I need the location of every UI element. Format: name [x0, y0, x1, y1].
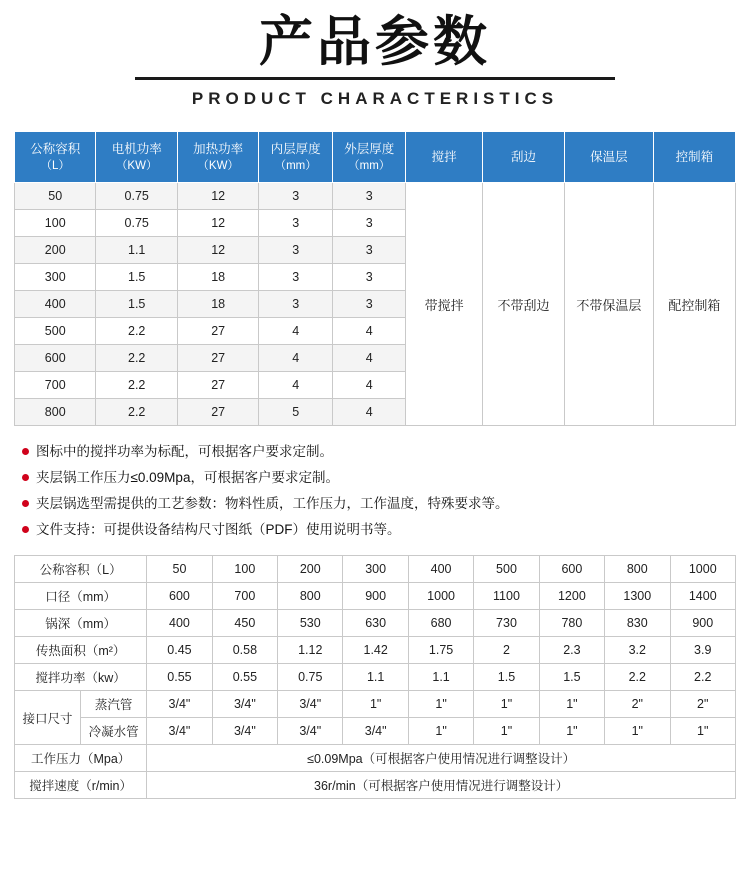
cell: 700	[212, 583, 277, 610]
cell-motor: 0.75	[96, 210, 177, 237]
bullet-icon	[22, 500, 29, 507]
specs-table	[14, 131, 736, 427]
cell: 830	[605, 610, 670, 637]
notes-list	[22, 442, 728, 541]
cell: 1"	[539, 718, 604, 745]
cell: 730	[474, 610, 539, 637]
cell-motor: 2.2	[96, 345, 177, 372]
cell: 1.5	[539, 664, 604, 691]
cell: 600	[147, 583, 212, 610]
cell-volume: 200	[15, 237, 96, 264]
cell: 400	[147, 610, 212, 637]
cell-inner: 3	[259, 210, 333, 237]
cell: 1"	[670, 718, 736, 745]
col-header-inner-unit: （mm）	[274, 159, 317, 172]
table-row	[15, 556, 736, 583]
table-row	[15, 691, 736, 718]
col-header-volume-name: 公称容积	[30, 141, 81, 156]
cell: 450	[212, 610, 277, 637]
cell: 780	[539, 610, 604, 637]
cell-motor: 2.2	[96, 399, 177, 426]
cell: 530	[278, 610, 343, 637]
cell: 900	[670, 610, 736, 637]
cell: 0.45	[147, 637, 212, 664]
cell-outer: 4	[332, 345, 406, 372]
note-text: 图标中的搅拌功率为标配，可根据客户要求定制。	[36, 444, 333, 460]
page-header	[0, 0, 750, 109]
cell-insulation-merged: 不带保温层	[565, 183, 654, 426]
cell: 1300	[605, 583, 670, 610]
cell: 800	[278, 583, 343, 610]
cell: 3/4"	[343, 718, 408, 745]
cell: 1.1	[343, 664, 408, 691]
row-label-working-pressure: 工作压力（Mpa）	[15, 745, 147, 772]
row-label-stir-speed: 搅拌速度（r/min）	[15, 772, 147, 799]
cell-motor: 1.1	[96, 237, 177, 264]
cell: 1"	[474, 718, 539, 745]
table-row	[15, 583, 736, 610]
specs-table-wrapper	[14, 131, 736, 427]
cell: 3/4"	[147, 691, 212, 718]
cell-heating: 27	[177, 399, 258, 426]
col-header-stir: 搅拌	[406, 131, 482, 183]
cell: 200	[278, 556, 343, 583]
cell-motor: 1.5	[96, 291, 177, 318]
cell-inner: 4	[259, 345, 333, 372]
cell: 0.75	[278, 664, 343, 691]
dimensions-table	[14, 555, 736, 799]
col-header-scrape: 刮边	[482, 131, 564, 183]
bullet-icon	[22, 526, 29, 533]
cell: 1"	[605, 718, 670, 745]
cell-inner: 3	[259, 183, 333, 210]
cell: 0.55	[212, 664, 277, 691]
col-header-inner-name: 内层厚度	[270, 141, 321, 156]
cell: 680	[408, 610, 473, 637]
page-subtitle: PRODUCT CHARACTERISTICS	[191, 88, 559, 108]
cell: 1"	[343, 691, 408, 718]
cell: 1.5	[474, 664, 539, 691]
col-header-motor	[96, 131, 177, 183]
col-header-motor-unit: （KW）	[115, 159, 158, 172]
table-row	[15, 772, 736, 799]
note-text: 夹层锅选型需提供的工艺参数：物料性质，工作压力，工作温度，特殊要求等。	[36, 496, 509, 512]
cell-inner: 3	[259, 237, 333, 264]
col-header-insulation: 保温层	[565, 131, 654, 183]
list-item	[22, 442, 728, 463]
cell-volume: 100	[15, 210, 96, 237]
cell: 400	[408, 556, 473, 583]
cell: 2.3	[539, 637, 604, 664]
cell-heating: 18	[177, 291, 258, 318]
cell: 630	[343, 610, 408, 637]
cell-inner: 4	[259, 372, 333, 399]
page-title: 产品参数	[259, 10, 491, 73]
cell-stir-speed-value: 36r/min（可根据客户使用情况进行调整设计）	[147, 772, 736, 799]
col-header-outer	[332, 131, 406, 183]
cell-heating: 12	[177, 183, 258, 210]
cell-outer: 3	[332, 210, 406, 237]
cell-motor: 0.75	[96, 183, 177, 210]
row-label-volume: 公称容积（L）	[15, 556, 147, 583]
cell-outer: 3	[332, 237, 406, 264]
cell: 2"	[605, 691, 670, 718]
cell: 3/4"	[147, 718, 212, 745]
cell: 1400	[670, 583, 736, 610]
col-header-heating-unit: （KW）	[197, 159, 239, 172]
cell: 1200	[539, 583, 604, 610]
cell-outer: 3	[332, 264, 406, 291]
cell: 3/4"	[212, 691, 277, 718]
note-text: 夹层锅工作压力≤0.09Mpa，可根据客户要求定制。	[36, 470, 339, 486]
cell-outer: 4	[332, 318, 406, 345]
col-header-volume	[15, 131, 96, 183]
list-item	[22, 494, 728, 515]
note-text: 文件支持：可提供设备结构尺寸图纸（PDF）使用说明书等。	[36, 522, 401, 538]
cell-motor: 2.2	[96, 318, 177, 345]
cell: 900	[343, 583, 408, 610]
cell-heating: 27	[177, 372, 258, 399]
cell-outer: 4	[332, 372, 406, 399]
table-row	[15, 610, 736, 637]
table-row	[15, 183, 736, 210]
specs-table-header-row	[15, 131, 736, 183]
cell: 1.12	[278, 637, 343, 664]
cell: 800	[605, 556, 670, 583]
cell-motor: 1.5	[96, 264, 177, 291]
cell: 3/4"	[278, 718, 343, 745]
col-header-inner	[259, 131, 333, 183]
cell: 1000	[670, 556, 736, 583]
cell: 3.2	[605, 637, 670, 664]
cell-heating: 27	[177, 318, 258, 345]
cell: 1000	[408, 583, 473, 610]
cell-volume: 300	[15, 264, 96, 291]
table-row	[15, 718, 736, 745]
row-label-steam-pipe: 蒸汽管	[81, 691, 147, 718]
cell-volume: 600	[15, 345, 96, 372]
cell: 3/4"	[278, 691, 343, 718]
list-item	[22, 468, 728, 489]
cell: 300	[343, 556, 408, 583]
col-header-heating	[177, 131, 258, 183]
col-header-control-box: 控制箱	[653, 131, 735, 183]
cell-working-pressure-value: ≤0.09Mpa（可根据客户使用情况进行调整设计）	[147, 745, 736, 772]
cell: 2.2	[670, 664, 736, 691]
col-header-outer-unit: （mm）	[348, 159, 391, 172]
row-label-depth: 锅深（mm）	[15, 610, 147, 637]
cell-heating: 27	[177, 345, 258, 372]
row-label-interface: 接口尺寸	[15, 691, 81, 745]
col-header-motor-name: 电机功率	[111, 141, 162, 156]
cell: 0.55	[147, 664, 212, 691]
cell-stir-merged: 带搅拌	[406, 183, 482, 426]
cell-volume: 700	[15, 372, 96, 399]
table-row	[15, 637, 736, 664]
cell-inner: 5	[259, 399, 333, 426]
cell: 1"	[474, 691, 539, 718]
cell: 50	[147, 556, 212, 583]
cell-volume: 50	[15, 183, 96, 210]
table-row	[15, 664, 736, 691]
cell-heating: 18	[177, 264, 258, 291]
cell-heating: 12	[177, 237, 258, 264]
cell: 2	[474, 637, 539, 664]
row-label-heat-area: 传热面积（m²）	[15, 637, 147, 664]
cell: 1"	[408, 691, 473, 718]
cell-inner: 3	[259, 291, 333, 318]
cell: 0.58	[212, 637, 277, 664]
cell-inner: 4	[259, 318, 333, 345]
col-header-heating-name: 加热功率	[193, 141, 244, 156]
cell: 600	[539, 556, 604, 583]
row-label-condensate-pipe: 冷凝水管	[81, 718, 147, 745]
cell: 1100	[474, 583, 539, 610]
cell-outer: 4	[332, 399, 406, 426]
col-header-outer-name: 外层厚度	[344, 141, 395, 156]
cell-outer: 3	[332, 183, 406, 210]
cell-inner: 3	[259, 264, 333, 291]
dimensions-table-wrapper	[14, 555, 736, 799]
cell-motor: 2.2	[96, 372, 177, 399]
cell: 1.75	[408, 637, 473, 664]
cell-control-box-merged: 配控制箱	[653, 183, 735, 426]
cell: 2"	[670, 691, 736, 718]
cell-volume: 500	[15, 318, 96, 345]
cell: 3/4"	[212, 718, 277, 745]
cell-scrape-merged: 不带刮边	[482, 183, 564, 426]
title-divider	[135, 77, 615, 80]
cell: 500	[474, 556, 539, 583]
row-label-diameter: 口径（mm）	[15, 583, 147, 610]
cell-heating: 12	[177, 210, 258, 237]
list-item	[22, 520, 728, 541]
cell: 2.2	[605, 664, 670, 691]
bullet-icon	[22, 474, 29, 481]
cell: 1"	[408, 718, 473, 745]
col-header-volume-unit: （L）	[40, 159, 70, 172]
row-label-stir-power: 搅拌功率（kw）	[15, 664, 147, 691]
cell: 3.9	[670, 637, 736, 664]
cell-volume: 800	[15, 399, 96, 426]
cell: 100	[212, 556, 277, 583]
cell-outer: 3	[332, 291, 406, 318]
cell: 1"	[539, 691, 604, 718]
cell-volume: 400	[15, 291, 96, 318]
table-row	[15, 745, 736, 772]
cell: 1.42	[343, 637, 408, 664]
bullet-icon	[22, 448, 29, 455]
cell: 1.1	[408, 664, 473, 691]
